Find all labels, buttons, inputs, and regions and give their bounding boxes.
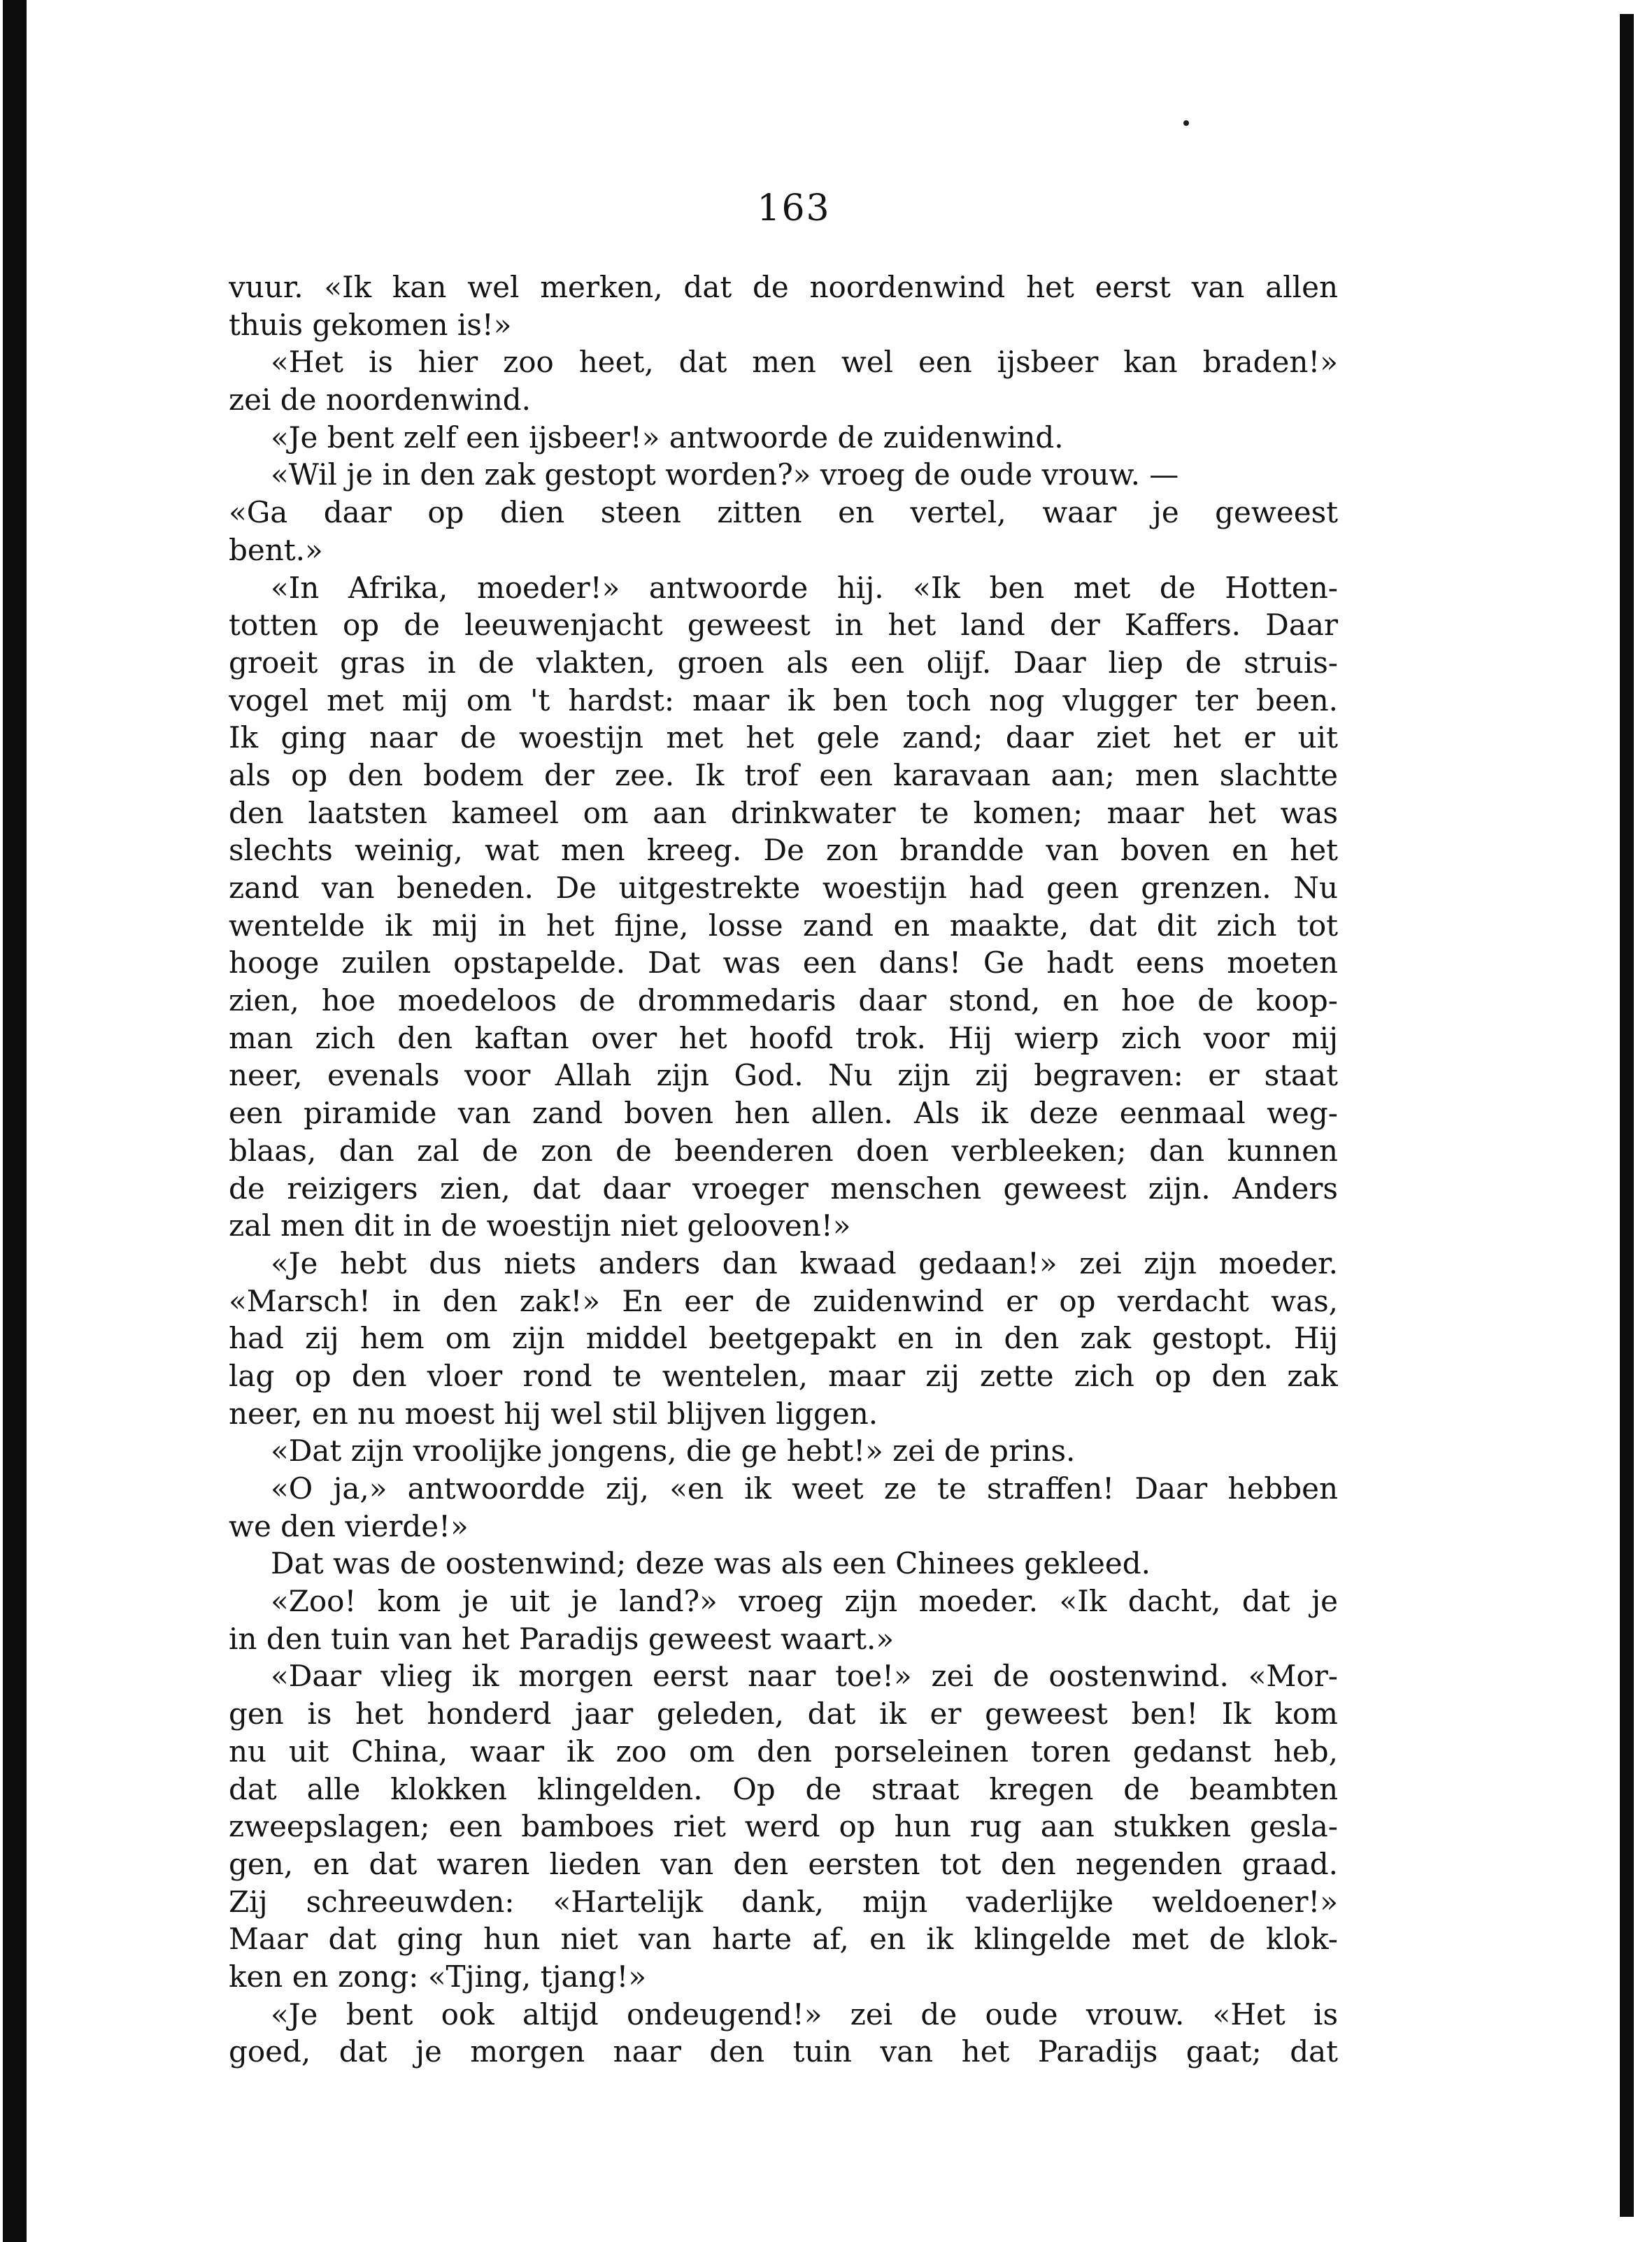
text-line: de reizigers zien, dat daar vroeger menschen geweest zijn. Anders: [229, 1171, 1338, 1206]
text-line: Zij schreeuwden: «Hartelijk dank, mijn vaderlijke weldoener!»: [229, 1884, 1338, 1919]
text-line: «Marsch! in den zak!» En eer de zuidenwind er op verdacht was,: [229, 1283, 1338, 1318]
page-number: 163: [757, 187, 831, 229]
text-line: nu uit China, waar ik zoo om den porseleinen toren gedanst heb,: [229, 1734, 1338, 1769]
text-line: vuur. «Ik kan wel merken, dat de noordenwind het eerst van allen: [229, 270, 1338, 304]
body-text: [229, 269, 1338, 2071]
text-line: Maar dat ging hun niet van harte af, en ik klingelde met de klok-: [229, 1922, 1338, 1957]
text-line: «Wil je in den zak gestopt worden?» vroeg de oude vrouw. —: [271, 457, 1179, 492]
text-line: vogel met mij om 't hardst: maar ik ben toch nog vlugger ter been.: [229, 683, 1338, 717]
text-line: we den vierde!»: [229, 1508, 469, 1543]
text-line: «O ja,» antwoordde zij, «en ik weet ze te straffen! Daar hebben: [271, 1471, 1338, 1506]
text-line: lag op den vloer rond te wentelen, maar zij zette zich op den zak: [229, 1358, 1338, 1393]
text-line: zand van beneden. De uitgestrekte woestijn had geen grenzen. Nu: [229, 871, 1338, 905]
text-line: zien, hoe moedeloos de drommedaris daar stond, en hoe de koop-: [229, 983, 1338, 1018]
text-line: Ik ging naar de woestijn met het gele zand; daar ziet het er uit: [229, 720, 1338, 755]
text-line: «Dat zijn vroolijke jongens, die ge hebt!» zei de prins.: [271, 1434, 1076, 1469]
text-line: den laatsten kameel om aan drinkwater te komen; maar het was: [229, 795, 1338, 830]
text-line: «Daar vlieg ik morgen eerst naar toe!» zei de oostenwind. «Mor-: [271, 1659, 1338, 1694]
text-line: «Het is hier zoo heet, dat men wel een ijsbeer kan braden!»: [271, 345, 1338, 380]
text-line: zal men dit in de woestijn niet gelooven!»: [229, 1208, 851, 1243]
text-line: «Ga daar op dien steen zitten en vertel, waar je geweest: [229, 495, 1338, 530]
text-line: neer, en nu moest hij wel stil blijven liggen.: [229, 1396, 878, 1431]
text-line: gen is het honderd jaar geleden, dat ik er geweest ben! Ik kom: [229, 1697, 1338, 1732]
text-line: goed, dat je morgen naar den tuin van het Paradijs gaat; dat: [229, 2034, 1338, 2069]
scan-edge-left: [3, 0, 27, 2242]
text-line: «Je bent ook altijd ondeugend!» zei de oude vrouw. «Het is: [271, 1997, 1338, 2032]
text-line: slechts weinig, wat men kreeg. De zon brandde van boven en het: [229, 833, 1338, 868]
text-line: Dat was de oostenwind; deze was als een Chinees gekleed.: [271, 1546, 1151, 1581]
text-line: «Je hebt dus niets anders dan kwaad gedaan!» zei zijn moeder.: [271, 1245, 1338, 1280]
text-line: gen, en dat waren lieden van den eersten tot den negenden graad.: [229, 1846, 1338, 1881]
text-line: totten op de leeuwenjacht geweest in het land der Kaffers. Daar: [229, 608, 1338, 643]
text-line: had zij hem om zijn middel beetgepakt en in den zak gestopt. Hij: [229, 1321, 1338, 1356]
text-line: ken en zong: «Tjing, tjang!»: [229, 1959, 647, 1994]
text-line: groeit gras in de vlakten, groen als een olijf. Daar liep de struis-: [229, 645, 1338, 680]
text-line: man zich den kaftan over het hoofd trok. Hij wierp zich voor mij: [229, 1020, 1338, 1055]
text-line: «In Afrika, moeder!» antwoorde hij. «Ik ben met de Hotten-: [271, 570, 1338, 605]
text-line: een piramide van zand boven hen allen. Als ik deze eenmaal weg-: [229, 1096, 1338, 1131]
ink-speck: [1183, 120, 1189, 126]
text-line: in den tuin van het Paradijs geweest waart.»: [229, 1621, 895, 1656]
text-line: blaas, dan zal de zon de beenderen doen verbleeken; dan kunnen: [229, 1133, 1338, 1168]
scan-edge-right: [1620, 14, 1634, 2217]
text-line: «Je bent zelf een ijsbeer!» antwoorde de zuidenwind.: [271, 420, 1064, 455]
text-line: dat alle klokken klingelden. Op de straat kregen de beambten: [229, 1771, 1338, 1806]
text-line: zweepslagen; een bamboes riet werd op hun rug aan stukken gesla-: [229, 1809, 1338, 1844]
text-line: wentelde ik mij in het fijne, losse zand en maakte, dat dit zich tot: [229, 908, 1338, 943]
text-line: zei de noordenwind.: [229, 383, 532, 417]
text-line: «Zoo! kom je uit je land?» vroeg zijn moeder. «Ik dacht, dat je: [271, 1584, 1338, 1619]
text-line: hooge zuilen opstapelde. Dat was een dans! Ge hadt eens moeten: [229, 945, 1338, 980]
text-line: bent.»: [229, 532, 323, 567]
text-line: neer, evenals voor Allah zijn God. Nu zijn zij begraven: er staat: [229, 1058, 1338, 1093]
text-line: thuis gekomen is!»: [229, 307, 512, 342]
text-line: als op den bodem der zee. Ik trof een karavaan aan; men slachtte: [229, 757, 1338, 792]
